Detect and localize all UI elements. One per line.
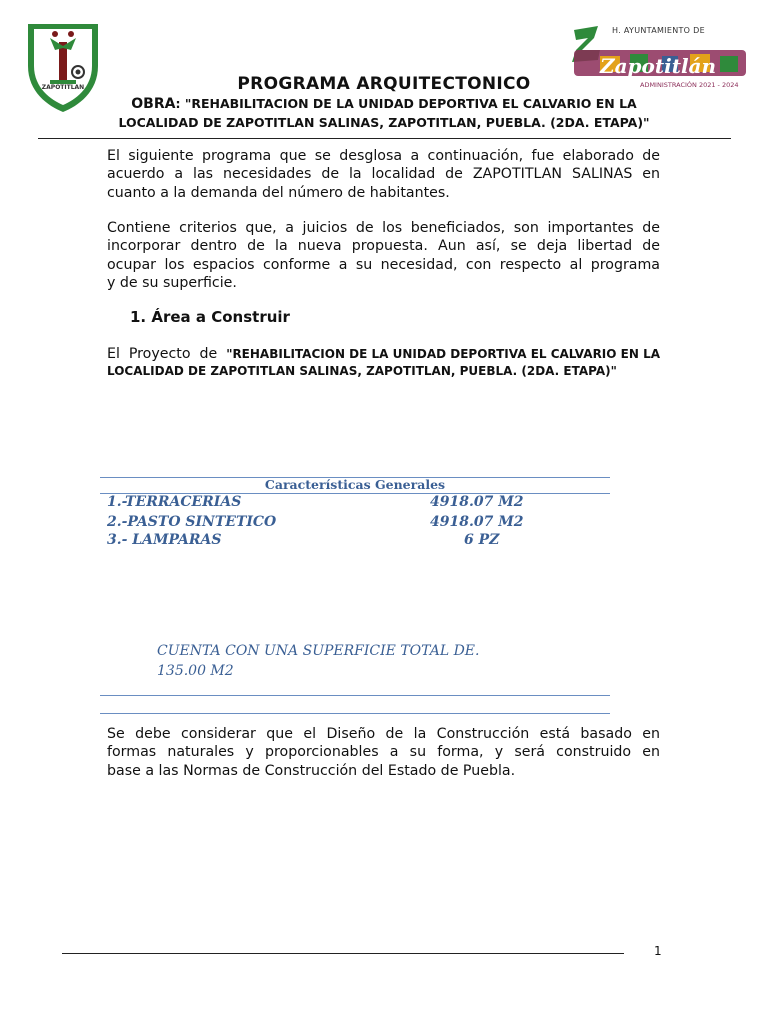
footer-rule bbox=[62, 953, 624, 954]
project-line-1 bbox=[107, 346, 660, 362]
p1-line: cuanto a la demanda del número de habitantes. bbox=[107, 184, 450, 201]
row-item: 2.-PASTO SINTETICO bbox=[107, 514, 277, 530]
row-value: 6 PZ bbox=[464, 532, 500, 548]
shield-logo-text: ZAPOTITLAN bbox=[41, 84, 85, 91]
table-rule-bottom-2 bbox=[100, 713, 610, 714]
p3-line: Se debe considerar que el Diseño de la Construcción está basado en bbox=[107, 726, 660, 742]
project-name-1: "REHABILITACION DE LA UNIDAD DEPORTIVA EL CALVARIO EN LA bbox=[226, 347, 660, 361]
logo-town-name: Zapotitlán bbox=[600, 54, 717, 78]
table-row bbox=[107, 494, 607, 510]
p3-line: formas naturales y proporcionables a su forma, y será construido en bbox=[107, 744, 660, 761]
page-number: 1 bbox=[654, 944, 662, 958]
p1-line: El siguiente programa que se desglosa a continuación, fue elaborado de bbox=[107, 148, 660, 164]
table-row bbox=[107, 532, 607, 548]
design-paragraph bbox=[107, 725, 660, 780]
proj-word: de bbox=[199, 346, 218, 362]
logo-administration: ADMINISTRACIÓN 2021 - 2024 bbox=[640, 81, 739, 89]
p2-line: ocupar los espacios conforme a su necesidad, con respecto al programa bbox=[107, 256, 660, 273]
obra-line-2: LOCALIDAD DE ZAPOTITLAN SALINAS, ZAPOTITLAN, PUEBLA. (2DA. ETAPA)" bbox=[118, 115, 650, 130]
obra-label: OBRA bbox=[131, 96, 176, 112]
obra-line-1 bbox=[0, 96, 768, 112]
row-item: 1.-TERRACERIAS bbox=[107, 494, 242, 510]
p2-line: incorporar dentro de la nueva propuesta. Aun así, se deja libertad de bbox=[107, 238, 660, 255]
table-row bbox=[107, 514, 607, 530]
surface-value: 135.00 M2 bbox=[157, 663, 234, 679]
surface-label: CUENTA CON UNA SUPERFICIE TOTAL DE. bbox=[157, 643, 480, 659]
intro-paragraph bbox=[107, 147, 660, 202]
obra-text-1: : "REHABILITACION DE LA UNIDAD DEPORTIVA EL CALVARIO EN LA bbox=[175, 96, 637, 111]
p3-line: base a las Normas de Construcción del Estado de Puebla. bbox=[107, 762, 516, 779]
criteria-paragraph bbox=[107, 219, 660, 292]
row-value: 4918.07 M2 bbox=[430, 514, 524, 530]
row-value: 4918.07 M2 bbox=[430, 494, 524, 510]
project-name-2: LOCALIDAD DE ZAPOTITLAN SALINAS, ZAPOTITLAN, PUEBLA. (2DA. ETAPA)" bbox=[107, 364, 617, 378]
p2-line: y de su superficie. bbox=[107, 274, 237, 291]
table-rule-bottom-1 bbox=[100, 695, 610, 696]
p1-line: acuerdo a las necesidades de la localidad de ZAPOTITLAN SALINAS en bbox=[107, 166, 660, 183]
proj-word: Proyecto bbox=[128, 346, 191, 362]
row-item: 3.- LAMPARAS bbox=[107, 532, 222, 548]
p2-line: Contiene criterios que, a juicios de los beneficiados, son importantes de bbox=[107, 220, 660, 236]
table-header: Características Generales bbox=[264, 477, 446, 492]
proj-word: El bbox=[107, 346, 120, 362]
logo-ayuntamiento-label: H. AYUNTAMIENTO DE bbox=[612, 26, 705, 35]
header-rule bbox=[38, 138, 731, 139]
document-title: PROGRAMA ARQUITECTONICO bbox=[237, 74, 531, 94]
section-heading: 1. Área a Construir bbox=[130, 308, 290, 326]
